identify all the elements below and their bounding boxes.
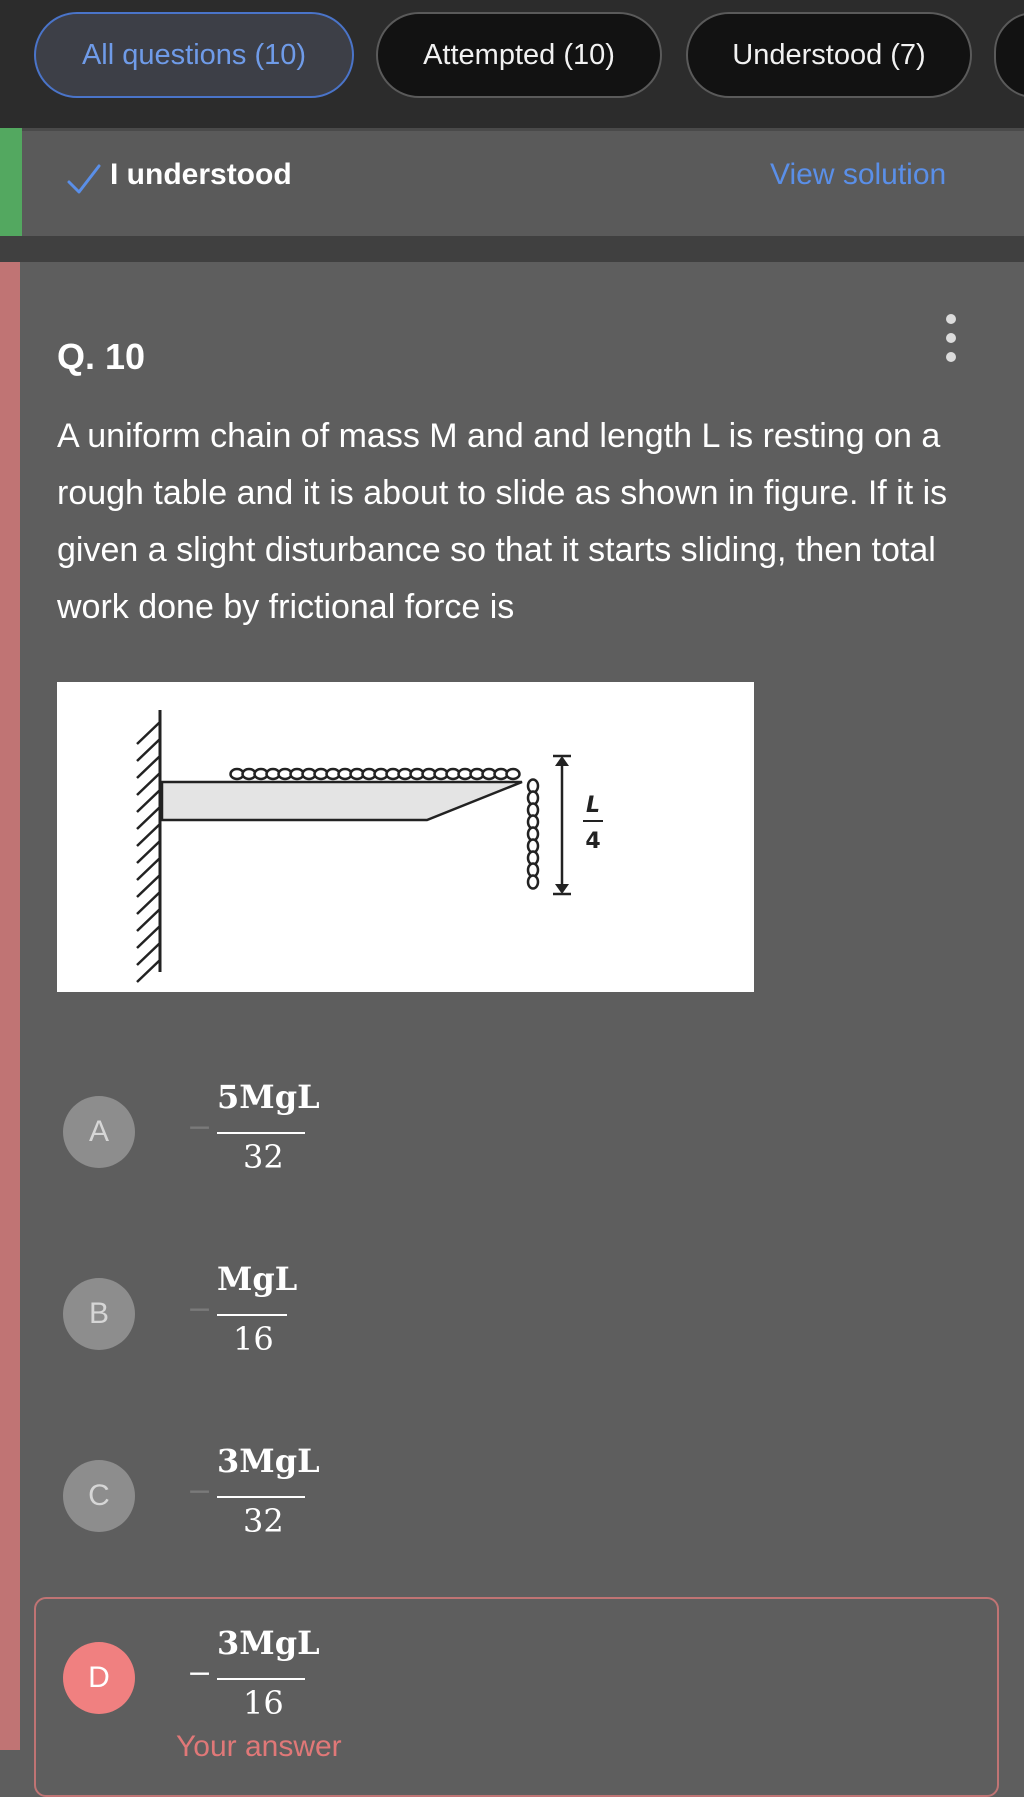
figure-label-numerator: L bbox=[585, 793, 601, 818]
filter-bar bbox=[0, 0, 1024, 128]
chain-horizontal bbox=[231, 769, 520, 779]
divider bbox=[22, 128, 1024, 131]
question-figure bbox=[57, 682, 754, 992]
filter-attempted[interactable]: Attempted (10) bbox=[376, 12, 662, 98]
figure-label-denominator: 4 bbox=[585, 829, 601, 854]
chain-diagram bbox=[57, 682, 754, 992]
arrow-up bbox=[555, 756, 569, 766]
incorrect-strip bbox=[0, 262, 20, 1750]
status-strip bbox=[0, 128, 22, 236]
option-d[interactable]: D − 3MgL 16 bbox=[57, 1618, 977, 1728]
option-c-letter: C bbox=[63, 1460, 135, 1532]
filter-all-questions[interactable]: All questions (10) bbox=[34, 12, 354, 98]
chain-hanging bbox=[528, 780, 538, 889]
option-c[interactable]: C − 3MgL 32 bbox=[57, 1436, 977, 1546]
question-text: A uniform chain of mass M and and length L is resting on a rough table and it is about to slide as shown in figure. If it is given a slight disturbance so that it starts sliding, then total work done by frictional force is bbox=[57, 417, 948, 626]
option-a[interactable]: A − 5MgL 32 bbox=[57, 1072, 977, 1182]
option-d-letter: D bbox=[63, 1642, 135, 1714]
section-divider bbox=[0, 236, 1024, 262]
option-b[interactable]: B − MgL 16 bbox=[57, 1254, 977, 1364]
option-b-letter: B bbox=[63, 1278, 135, 1350]
your-answer-label: Your answer bbox=[176, 1730, 342, 1763]
more-options-icon[interactable] bbox=[940, 312, 962, 364]
check-icon bbox=[66, 162, 102, 196]
understood-label: I understood bbox=[110, 158, 292, 191]
table-shape bbox=[162, 782, 522, 820]
arrow-down bbox=[555, 884, 569, 894]
view-solution-link[interactable]: View solution bbox=[770, 158, 947, 191]
filter-more[interactable] bbox=[994, 12, 1024, 98]
question-number: Q. 10 bbox=[57, 336, 146, 377]
wall-hatch bbox=[137, 722, 160, 982]
option-a-letter: A bbox=[63, 1096, 135, 1168]
filter-understood[interactable]: Understood (7) bbox=[686, 12, 972, 98]
